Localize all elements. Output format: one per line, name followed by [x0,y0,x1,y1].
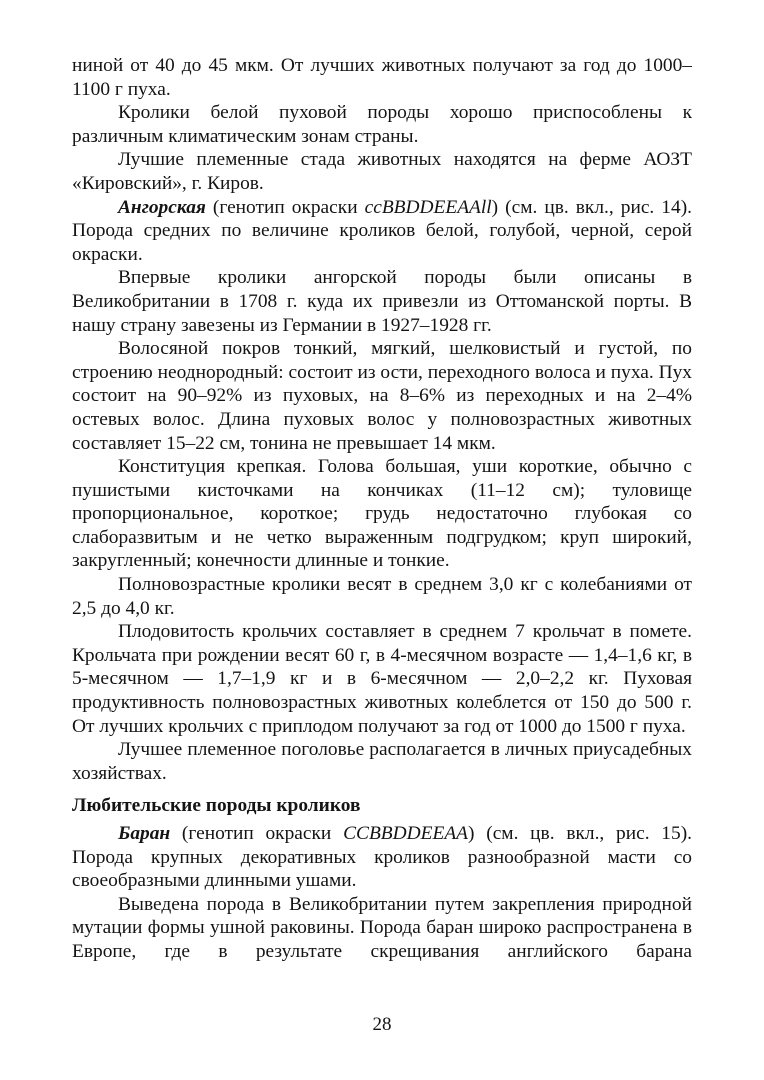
paragraph-angora-weight: Полновозрастные кролики весят в среднем 3,0 кг с колебаниями от 2,5 до 4,0 кг. [72,574,692,619]
paragraph-continuation: ниной от 40 до 45 мкм. От лучших животных получают за год до 1000–1100 г пуха. [72,55,692,100]
ram-description: ) (см. цв. вкл., рис. 15). Порода крупных декоративных кроликов разнообразной масти со своеобразными длинными ушами. [72,823,693,892]
page-number: 28 [372,1014,392,1035]
paragraph-angora-intro [72,196,692,267]
paragraph-ram-origin: Выведена порода в Великобритании путем закрепления природной мутации формы ушной раковины. Порода баран широко распространена в Европе, где в результате скрещивания английского барана [72,893,692,962]
ram-genotype: CCBBDDEEAA [343,823,469,844]
angora-genotype-prefix: (генотип окраски [205,196,365,218]
breed-name-angora: Ангорская [118,196,206,218]
section-title: Любительские породы кроликов [72,795,361,817]
angora-description: ) (см. цв. вкл., рис. 14). Порода средних по величине кроликов белой, голубой, черной, серой окраски. [72,196,692,265]
page-body [72,54,692,964]
paragraph-angora-breeding-stock: Лучшее племенное поголовье располагается в личных приусадебных хозяйствах. [72,739,692,784]
paragraph-white-down-adaptation: Кролики белой пуховой породы хорошо приспособлены к различным климатическим зонам страны. [72,102,692,147]
ram-genotype-prefix: (генотип окраски [170,823,344,844]
paragraph-breeding-farm: Лучшие племенные стада животных находятся на ферме АОЗТ «Кировский», г. Киров. [72,149,692,194]
paragraph-angora-history: Впервые кролики ангорской породы были описаны в Великобритании в 1708 г. куда их привезли из Оттоманской порты. В нашу страну завезены из Германии в 1927–1928 гг. [72,267,692,336]
angora-genotype: ccBBDDEEAAll [364,196,492,218]
breed-name-ram: Баран [118,823,171,844]
paragraph-angora-constitution: Конституция крепкая. Голова большая, уши короткие, обычно с пушистыми кисточками на кончиках (11–12 см); туловище пропорциональное, короткое; грудь недостаточно глубокая со слаборазвитым и не четко выраженным подгрудком; круп широкий, закругленный; конечности длинные и тонкие. [72,456,692,572]
paragraph-angora-fertility: Плодовитость крольчих составляет в среднем 7 крольчат в помете. Крольчата при рождении весят 60 г, в 4-месячном возрасте — 1,4–1,6 кг, в 5-месячном — 1,7–1,9 кг и в 6-месячном — 2,0–2,2 кг. Пуховая продуктивность полновозрастных животных колеблется от 150 до 500 г. От лучших крольчих с приплодом получают за год от 1000 до 1500 г пуха. [72,621,692,737]
paragraph-ram-intro [72,822,692,893]
paragraph-angora-coat: Волосяной покров тонкий, мягкий, шелковистый и густой, по строению неоднородный: состоит из ости, переходного волоса и пуха. Пух состоит на 90–92% из пуховых, на 8–6% из переходных и на 2–4% остевых волос. Длина пуховых волос у полновозрастных животных составляет 15–22 см, тонина не превышает 14 мкм. [72,338,692,454]
